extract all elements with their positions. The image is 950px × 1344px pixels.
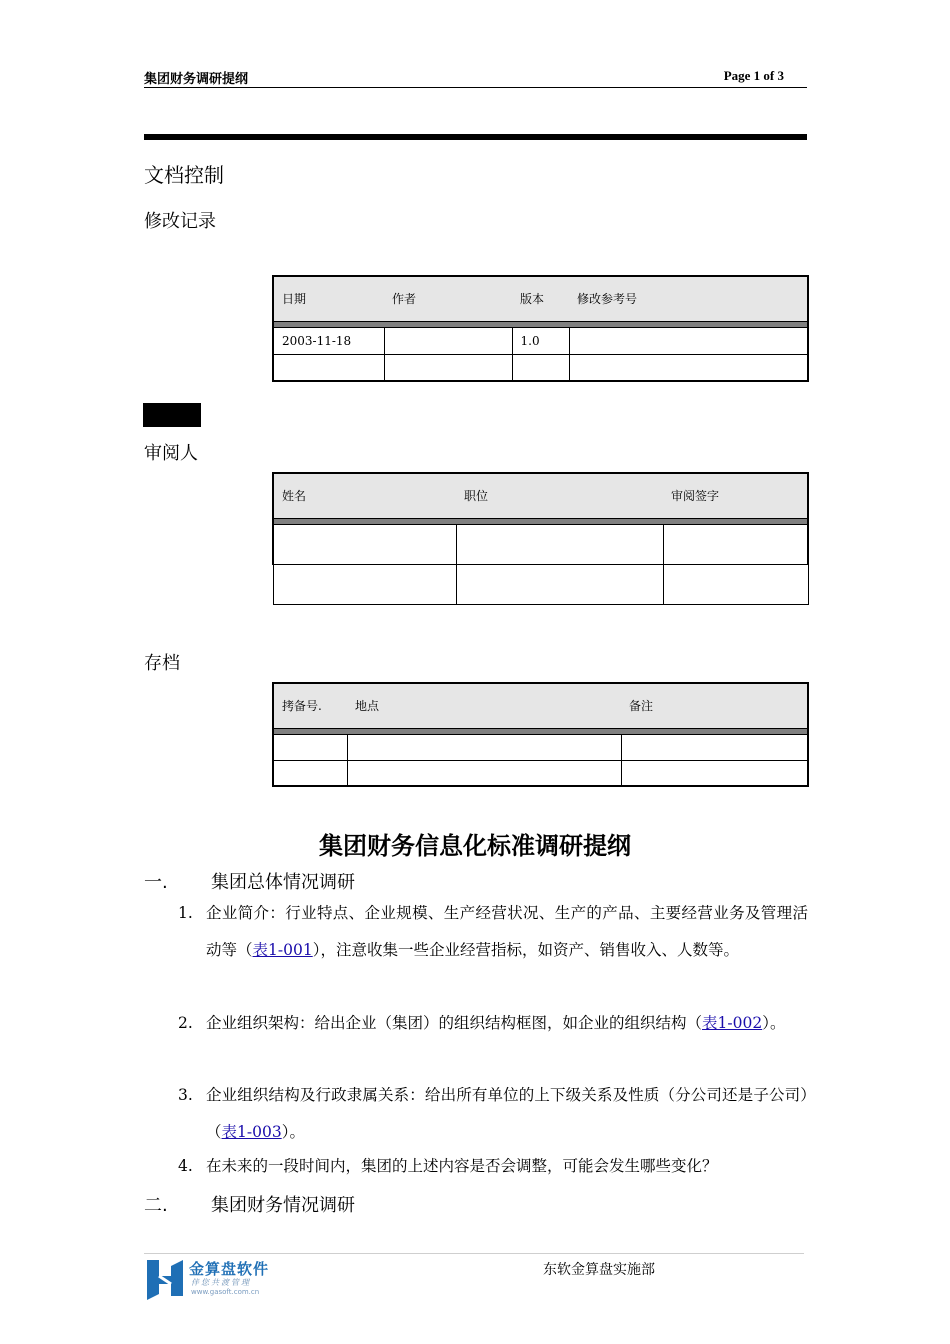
reviewers-heading: 审阅人 (144, 443, 198, 464)
reviewers-col-position: 职位 (456, 473, 663, 518)
archive-cell-copy-no (273, 734, 347, 760)
archive-table (272, 682, 809, 787)
table-row (273, 327, 808, 354)
list-item-text: ）。 (281, 1123, 305, 1141)
logo-url: www.gasoft.com.cn (191, 1288, 260, 1296)
section-rule (144, 134, 807, 140)
archive-cell-location (347, 760, 621, 786)
archive-col-copy-no: 拷备号. (273, 683, 347, 728)
revision-cell-ref (569, 327, 808, 354)
table-row (273, 760, 808, 786)
redaction-block (143, 403, 201, 427)
company-logo (145, 1256, 275, 1300)
list-item (178, 1005, 808, 1042)
list-item-number: 1. (178, 904, 193, 922)
revision-table (272, 275, 809, 382)
table-ref-link[interactable]: 表1-002 (702, 1014, 763, 1032)
revision-cell-author (384, 327, 512, 354)
list-item-text: ），注意收集一些企业经营指标，如资产、销售收入、人数等。 (312, 941, 739, 959)
reviewers-cell-signature (663, 564, 808, 604)
footer-divider (144, 1253, 804, 1254)
revision-cell-author (384, 354, 512, 381)
list-item (178, 895, 808, 969)
reviewers-cell-signature (663, 524, 808, 564)
reviewers-col-signature: 审阅签字 (663, 473, 808, 518)
revision-col-date: 日期 (273, 276, 384, 321)
reviewers-col-name: 姓名 (273, 473, 456, 518)
header-divider (144, 87, 807, 88)
logo-slogan: 伴您共渡管理 (191, 1278, 251, 1287)
reviewers-cell-position (456, 524, 663, 564)
list-item (178, 1148, 808, 1185)
archive-col-location: 地点 (347, 683, 621, 728)
revision-col-ref: 修改参考号 (569, 276, 808, 321)
revision-cell-date (273, 354, 384, 381)
archive-cell-location (347, 734, 621, 760)
footer-department: 东软金算盘实施部 (543, 1262, 655, 1278)
section-number: 一. (144, 872, 168, 893)
list-item-text: 企业组织架构：给出企业（集团）的组织结构框图，如企业的组织结构（ (206, 1014, 703, 1032)
section-heading-2 (144, 1191, 355, 1217)
section-title: 集团财务情况调研 (211, 1195, 355, 1216)
archive-heading: 存档 (144, 653, 180, 674)
archive-col-note: 备注 (621, 683, 808, 728)
table-row (273, 524, 808, 564)
table-row (273, 564, 808, 604)
table-ref-link[interactable]: 表1-003 (221, 1123, 282, 1141)
archive-header-row (273, 683, 808, 728)
table-ref-link[interactable]: 表1-001 (252, 941, 313, 959)
list-item (178, 1077, 808, 1151)
archive-cell-note (621, 734, 808, 760)
reviewers-cell-name (273, 524, 456, 564)
revision-col-author: 作者 (384, 276, 512, 321)
header-doc-title: 集团财务调研提纲 (144, 72, 249, 87)
revision-cell-ref (569, 354, 808, 381)
list-item-text: 企业组织结构及行政隶属关系：给出所有单位的上下级关系及性质（分公司还是子公司）（ (206, 1086, 808, 1141)
archive-cell-copy-no (273, 760, 347, 786)
page-title: 集团财务信息化标准调研提纲 (319, 832, 631, 860)
section-title: 集团总体情况调研 (211, 872, 355, 893)
revision-header-row (273, 276, 808, 321)
table-row (273, 734, 808, 760)
revision-cell-version (512, 354, 569, 381)
revision-col-version: 版本 (512, 276, 569, 321)
section-heading-1 (144, 868, 355, 894)
revision-cell-version: 1.0 (512, 327, 569, 354)
list-item-number: 2. (178, 1014, 193, 1032)
list-item-text: 在未来的一段时间内，集团的上述内容是否会调整，可能会发生哪些变化？ (206, 1157, 718, 1175)
reviewers-cell-position (456, 564, 663, 604)
reviewers-cell-name (273, 564, 456, 604)
list-item-text: ）。 (762, 1014, 786, 1032)
list-item-number: 4. (178, 1157, 193, 1175)
table-row (273, 354, 808, 381)
reviewers-header-row (273, 473, 808, 518)
list-item-text: 企业简介：行业特点、企业规模、生产经营状况、生产的产品、主要经营业务及管理活动等（ (206, 904, 808, 959)
logo-text: 金算盘软件 (189, 1260, 270, 1278)
doc-control-heading: 文档控制 (144, 163, 224, 187)
logo-mark-icon (145, 1256, 185, 1300)
section-number: 二. (144, 1195, 168, 1216)
revision-heading: 修改记录 (144, 211, 216, 232)
reviewers-table (272, 472, 809, 605)
list-item-number: 3. (178, 1086, 193, 1104)
header-page-number: Page 1 of 3 (723, 68, 784, 83)
archive-cell-note (621, 760, 808, 786)
revision-cell-date: 2003-11-18 (273, 327, 384, 354)
